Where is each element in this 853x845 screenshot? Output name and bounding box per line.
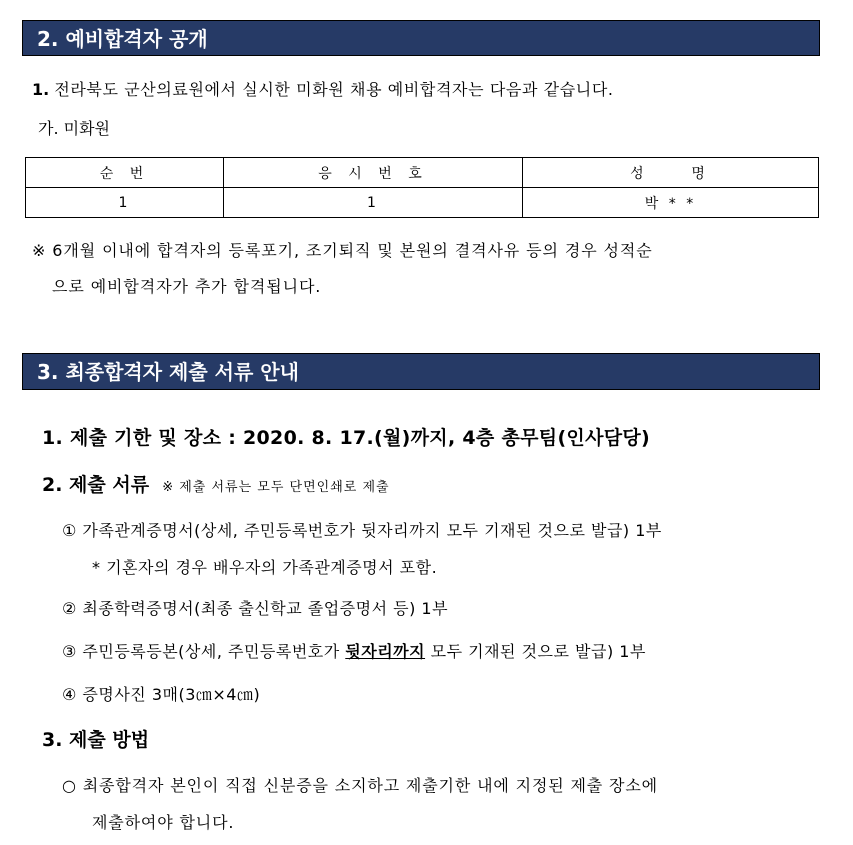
- document-3-text: ③ 주민등록등본(상세, 주민등록번호가: [62, 642, 346, 661]
- column-header-exam-id: 응 시 번 호: [224, 158, 523, 188]
- table-row: [26, 188, 819, 218]
- table-header-row: [26, 158, 819, 188]
- method-line-1: ○ 최종합격자 본인이 직접 신분증을 소지하고 제출기한 내에 지정된 제출 장소에: [62, 776, 658, 795]
- submission-method-title: 3. 제출 방법: [42, 729, 150, 751]
- required-documents-title: [42, 474, 390, 499]
- sub-label-cleaner: 가. 미화원: [38, 119, 110, 138]
- document-4: ④ 증명사진 3매(3㎝×4㎝): [62, 685, 261, 704]
- document-3-emphasis: 뒷자리까지: [345, 642, 426, 661]
- candidate-table: [25, 157, 819, 218]
- method-line-2: 제출하여야 합니다.: [92, 813, 235, 832]
- column-header-number: 순 번: [26, 158, 224, 188]
- section-2-item-1: [32, 79, 614, 101]
- note-line-1: ※ 6개월 이내에 합격자의 등록포기, 조기퇴직 및 본원의 결격사유 등의 경우 성적순: [32, 241, 653, 260]
- document-2: ② 최종학력증명서(최종 출신학교 졸업증명서 등) 1부: [62, 599, 449, 618]
- document-3-text-rest: 모두 기재된 것으로 발급) 1부: [425, 642, 646, 661]
- note-line-2: 으로 예비합격자가 추가 합격됩니다.: [52, 277, 322, 296]
- submission-deadline: 1. 제출 기한 및 장소 : 2020. 8. 17.(월)까지, 4층 총무팀(인사담당): [42, 427, 651, 449]
- section-2-header: 2. 예비합격자 공개: [22, 20, 820, 56]
- document-1: ① 가족관계증명서(상세, 주민등록번호가 뒷자리까지 모두 기재된 것으로 발급) 1부: [62, 521, 662, 540]
- item-number: 1.: [32, 80, 50, 99]
- table-cell: 1: [26, 188, 224, 218]
- column-header-name: 성 명: [523, 158, 819, 188]
- document-1-note: * 기혼자의 경우 배우자의 가족관계증명서 포함.: [92, 558, 438, 577]
- item-text: 전라북도 군산의료원에서 실시한 미화원 채용 예비합격자는 다음과 같습니다.: [54, 80, 614, 99]
- table-cell: 박 * *: [523, 188, 819, 218]
- print-note: ※ 제출 서류는 모두 단면인쇄로 제출: [162, 480, 390, 495]
- document-3: [62, 641, 646, 663]
- table-cell: 1: [224, 188, 523, 218]
- item-title: 2. 제출 서류: [42, 474, 150, 496]
- section-3-header: 3. 최종합격자 제출 서류 안내: [22, 353, 820, 390]
